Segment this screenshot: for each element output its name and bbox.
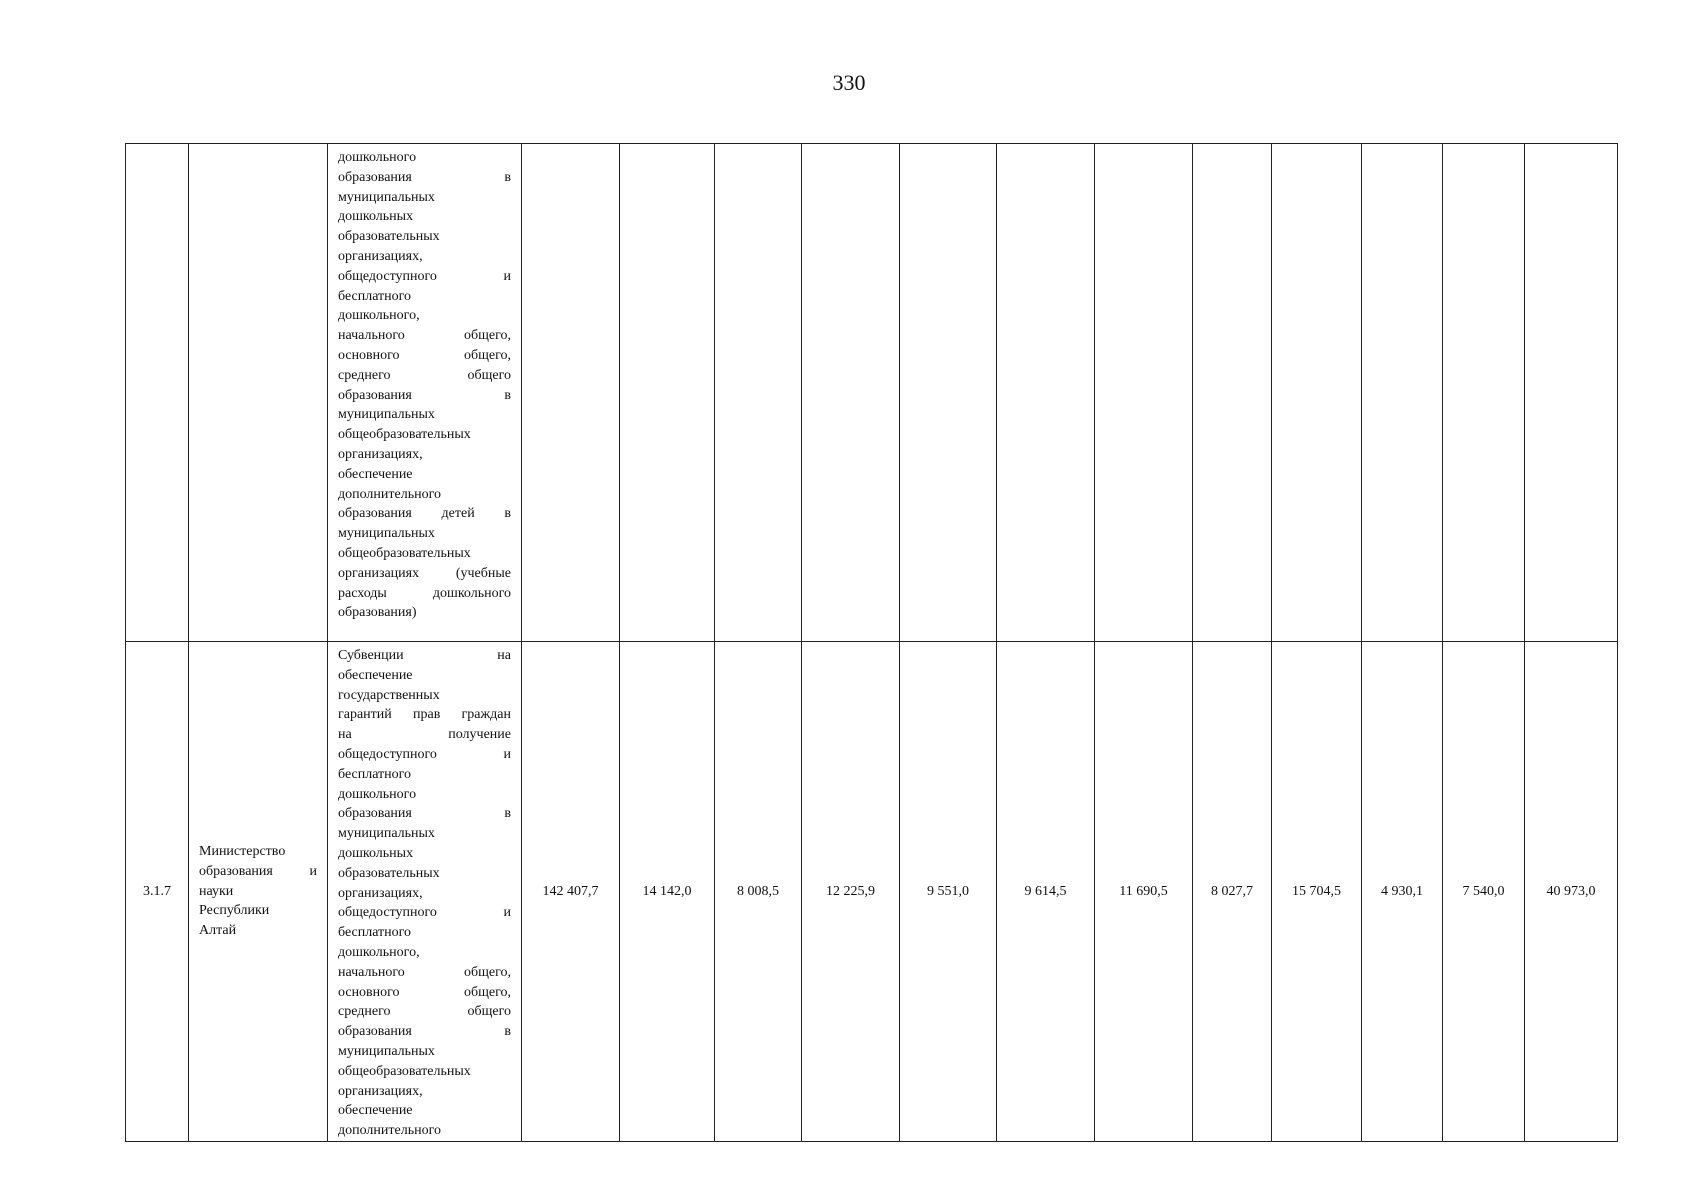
description-text-line: дошкольного xyxy=(338,786,417,802)
description-text-line: муниципальных xyxy=(338,189,435,205)
description-text-line: муниципальных xyxy=(338,1043,435,1059)
organization-cell xyxy=(189,642,328,1142)
amount-cell xyxy=(1095,144,1193,642)
description-text-line: образования в xyxy=(338,387,511,403)
description-cell xyxy=(328,642,522,1142)
amount-cell xyxy=(620,144,715,642)
amount-cell xyxy=(715,144,802,642)
amount-cell xyxy=(1193,144,1272,642)
amount-cell: 14 142,0 xyxy=(620,642,715,1142)
organization-cell xyxy=(189,144,328,642)
amount-cell: 11 690,5 xyxy=(1095,642,1193,1142)
amount-cell: 8 027,7 xyxy=(1193,642,1272,1142)
budget-table xyxy=(125,143,1618,1142)
description-text-line: бесплатного xyxy=(338,925,412,941)
description-text-line: образования детей в xyxy=(338,506,511,522)
description-text-line: общеобразовательных xyxy=(338,1063,471,1079)
description-text-line: образования в xyxy=(338,806,511,822)
description-text-line: дошкольного, xyxy=(338,944,420,960)
description-text-line: общедоступного и xyxy=(338,268,511,284)
description-text-line: обеспечение xyxy=(338,466,413,482)
amount-cell xyxy=(522,144,620,642)
organization-text-line: науки xyxy=(199,883,234,899)
amount-cell: 12 225,9 xyxy=(802,642,900,1142)
amount-cell: 8 008,5 xyxy=(715,642,802,1142)
description-text-line: общеобразовательных xyxy=(338,427,471,443)
description-text-line: муниципальных xyxy=(338,826,435,842)
description-text-line: образования) xyxy=(338,605,417,621)
description-text-line: среднего общего xyxy=(338,367,511,383)
table-row xyxy=(126,642,1618,1142)
amount-cell: 40 973,0 xyxy=(1525,642,1618,1142)
description-text-line: обеспечение xyxy=(338,1103,413,1119)
description-text-line: начального общего, xyxy=(338,964,511,980)
amount-cell: 4 930,1 xyxy=(1362,642,1443,1142)
description-text-line: дошкольного xyxy=(338,150,417,165)
description-text-line: дополнительного xyxy=(338,486,441,502)
description-text-line: среднего общего xyxy=(338,1004,511,1020)
amount-cell: 9 551,0 xyxy=(900,642,997,1142)
description-text-line: организациях, xyxy=(338,446,423,462)
description-text-line: образовательных xyxy=(338,865,440,881)
description-text-line: гарантий прав граждан xyxy=(338,707,511,723)
description-text-line: основного общего, xyxy=(338,984,511,1000)
description-text-line: дополнительного xyxy=(338,1123,441,1139)
description-text-line: расходы дошкольного xyxy=(338,585,511,601)
amount-cell xyxy=(900,144,997,642)
organization-text-line: Алтай xyxy=(199,923,237,939)
amount-cell xyxy=(1272,144,1362,642)
description-text-line: образования в xyxy=(338,169,511,185)
description-text-line: организациях, xyxy=(338,248,423,264)
description-text-line: дошкольного, xyxy=(338,308,420,324)
description-text-line: муниципальных xyxy=(338,407,435,423)
description-text-line: начального общего, xyxy=(338,328,511,344)
description-text-line: обеспечение xyxy=(338,667,413,683)
organization-text-line: Республики xyxy=(199,903,270,919)
organization-text-line: образования и xyxy=(199,863,317,879)
description-text-line: общеобразовательных xyxy=(338,545,471,561)
description-text-line: дошкольных xyxy=(338,209,414,225)
row-number-cell: 3.1.7 xyxy=(126,642,189,1142)
description-text-line: государственных xyxy=(338,687,440,703)
description-text-line: Субвенции на xyxy=(338,648,511,663)
row-number-cell xyxy=(126,144,189,642)
description-text-line: основного общего, xyxy=(338,347,511,363)
amount-cell xyxy=(802,144,900,642)
description-text-line: образования в xyxy=(338,1024,511,1040)
description-text-line: на получение xyxy=(338,727,511,743)
description-text-line: образовательных xyxy=(338,229,440,245)
amount-cell: 9 614,5 xyxy=(997,642,1095,1142)
amount-cell xyxy=(997,144,1095,642)
description-text-line: общедоступного и xyxy=(338,746,511,762)
description-text-line: организациях, xyxy=(338,1083,423,1099)
organization-text-line: Министерство xyxy=(199,843,286,859)
amount-cell xyxy=(1443,144,1525,642)
description-text-line: организациях, xyxy=(338,885,423,901)
description-text-line: бесплатного xyxy=(338,288,412,304)
page-number: 330 xyxy=(832,70,866,95)
description-cell xyxy=(328,144,522,642)
description-text-line: общедоступного и xyxy=(338,905,511,921)
amount-cell xyxy=(1362,144,1443,642)
description-text-line: организациях (учебные xyxy=(338,565,511,581)
amount-cell: 15 704,5 xyxy=(1272,642,1362,1142)
description-text-line: дошкольных xyxy=(338,845,414,861)
table-row xyxy=(126,144,1618,642)
amount-cell: 7 540,0 xyxy=(1443,642,1525,1142)
description-text-line: бесплатного xyxy=(338,766,412,782)
amount-cell xyxy=(1525,144,1618,642)
description-text-line: муниципальных xyxy=(338,526,435,542)
amount-cell: 142 407,7 xyxy=(522,642,620,1142)
